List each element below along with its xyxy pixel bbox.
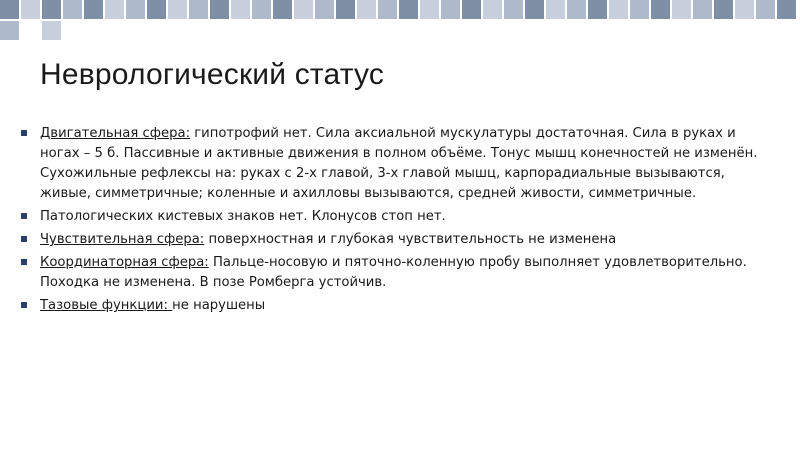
- decor-square: [441, 0, 460, 19]
- decor-square: [504, 0, 523, 19]
- decor-square: [546, 0, 565, 19]
- slide-content: [20, 124, 760, 319]
- decor-square: [63, 0, 82, 19]
- decor-square: [42, 21, 61, 40]
- decor-square: [210, 0, 229, 19]
- decor-square: [588, 0, 607, 19]
- decor-square: [483, 0, 502, 19]
- decor-square: [231, 0, 250, 19]
- decor-square: [462, 0, 481, 19]
- decor-square: [189, 0, 208, 19]
- item-label: Чувствительная сфера:: [40, 232, 205, 247]
- square-bullet-icon: [21, 213, 27, 219]
- decor-square: [84, 0, 103, 19]
- decor-square: [147, 0, 166, 19]
- decor-square: [567, 0, 586, 19]
- decor-square: [735, 0, 754, 19]
- decor-square: [315, 0, 334, 19]
- item-text: поверхностная и глубокая чувствительность не изменена: [204, 232, 617, 247]
- item-text: гипотрофий нет. Сила аксиальной мускулатуры достаточная. Сила в руках и ногах – 5 б. Пассивные и активные движения в полном объёме. Тонус мышц конечностей не изменён. Сухожильные рефлексы на: руках с 2-х главой, 3-х главой мышц, карпорадиальные вызываются, живые, симметричные; коленные и ахилловы вызываются, средней живости, симметричные.: [40, 126, 758, 201]
- decor-square: [336, 0, 355, 19]
- item-text: Патологических кистевых знаков нет. Клонусов стоп нет.: [40, 209, 446, 224]
- list-item-sensory: [20, 230, 760, 250]
- square-bullet-icon: [21, 259, 27, 265]
- list-item-motor: [20, 124, 760, 204]
- item-text: не нарушены: [172, 298, 266, 313]
- decor-square: [651, 0, 670, 19]
- decor-square: [252, 0, 271, 19]
- decor-square: [756, 0, 775, 19]
- decor-square: [126, 0, 145, 19]
- decor-square: [693, 0, 712, 19]
- square-bullet-icon: [21, 302, 27, 308]
- item-label: Двигательная сфера:: [40, 126, 191, 141]
- decorative-squares: [0, 0, 800, 40]
- decor-square: [273, 0, 292, 19]
- list-item-coordination: [20, 253, 760, 293]
- list-item-pelvic: [20, 296, 760, 316]
- item-text: Пальце-носовую и пяточно-коленную пробу выполняет удовлетворительно. Походка не изменена. В позе Ромберга устойчив.: [40, 255, 747, 290]
- decor-square: [0, 21, 19, 40]
- decor-square: [714, 0, 733, 19]
- decor-square: [357, 0, 376, 19]
- decor-square: [42, 0, 61, 19]
- decor-square: [630, 0, 649, 19]
- decor-square: [294, 0, 313, 19]
- decor-square: [777, 0, 796, 19]
- decor-square: [399, 0, 418, 19]
- decor-square: [672, 0, 691, 19]
- square-bullet-icon: [21, 236, 27, 242]
- decor-square: [525, 0, 544, 19]
- item-label: Тазовые функции:: [40, 298, 173, 313]
- item-label: Координаторная сфера:: [40, 255, 209, 270]
- slide-title: Неврологический статус: [40, 58, 385, 91]
- decor-square: [168, 0, 187, 19]
- decor-square: [21, 0, 40, 19]
- decor-square: [378, 0, 397, 19]
- square-bullet-icon: [21, 130, 27, 136]
- decor-square: [609, 0, 628, 19]
- list-item-pathological-signs: [20, 207, 760, 227]
- decor-square: [0, 0, 19, 19]
- decor-square: [420, 0, 439, 19]
- decor-square: [105, 0, 124, 19]
